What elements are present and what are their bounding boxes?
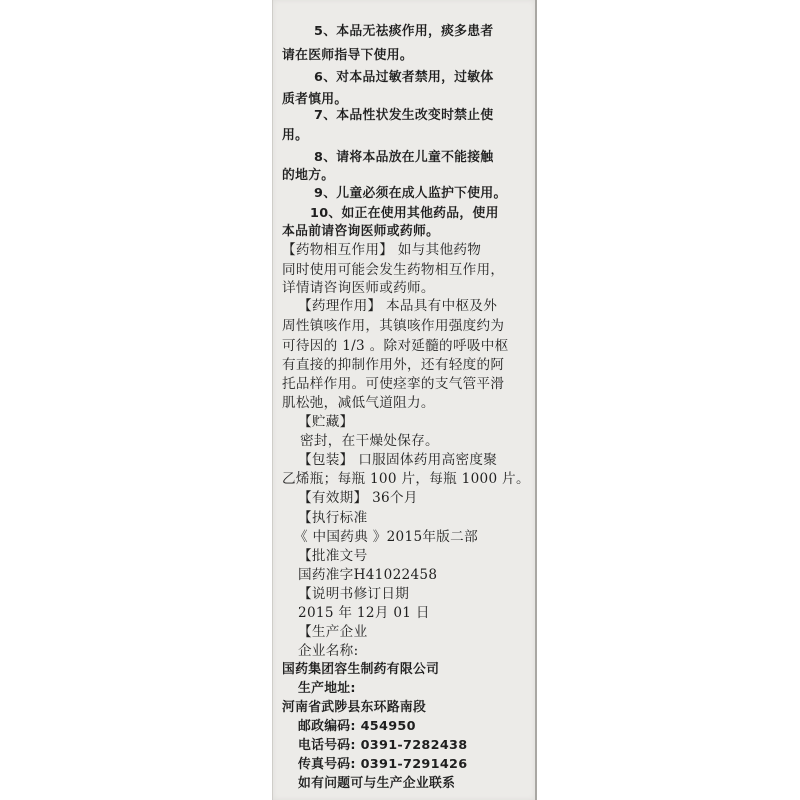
precaution-5-line-1: 5、本品无祛痰作用，痰多患者	[314, 24, 494, 39]
interaction-line-2: 同时使用可能会发生药物相互作用，	[282, 262, 505, 278]
interaction-line-3: 详情请咨询医师或药师。	[282, 280, 435, 296]
company-name-label: 企业名称:	[298, 643, 359, 659]
storage-heading: 【贮藏】	[298, 414, 354, 430]
precaution-6-line-1: 6、对本品过敏者禁用，过敏体	[314, 70, 494, 85]
approval-number: 国药准字H41022458	[298, 567, 438, 583]
phone: 0391-7282438	[360, 738, 468, 753]
validity-heading: 【有效期】	[298, 490, 368, 506]
address: 河南省武陟县东环路南段	[282, 700, 427, 715]
interaction-heading: 【药物相互作用】	[282, 242, 394, 258]
precaution-8-line-2: 的地方。	[282, 168, 335, 183]
postcode-label: 邮政编码:	[298, 719, 356, 734]
storage-text: 密封，在干燥处保存。	[300, 433, 439, 449]
precaution-10-line-1: 10、如正在使用其他药品，使用	[310, 206, 499, 221]
pharmacology-line-3: 可待因的 1/3 。除对延髓的呼吸中枢	[282, 338, 509, 354]
precaution-9: 9、儿童必须在成人监护下使用。	[314, 186, 507, 201]
package-heading: 【包装】	[298, 452, 354, 468]
fax-label: 传真号码:	[298, 757, 356, 772]
validity-text: 36个月	[372, 490, 418, 506]
pharmacology-first-line	[298, 298, 497, 314]
precaution-7-line-1: 7、本品性状发生改变时禁止使	[314, 108, 494, 123]
company-name: 国药集团容生制药有限公司	[282, 662, 440, 677]
manufacturer-heading: 【生产企业	[298, 624, 368, 640]
interaction-text-first: 如与其他药物	[397, 242, 482, 258]
phone-line	[298, 738, 467, 754]
fax: 0391-7291426	[360, 757, 468, 772]
revision-date: 2015 年 12月 01 日	[298, 605, 430, 621]
pharmacology-line-4: 有直接的抑制作用外，还有轻度的阿	[282, 357, 505, 373]
standard-text: 《 中国药典 》2015年版二部	[294, 529, 478, 545]
precaution-8-line-1: 8、请将本品放在儿童不能接触	[314, 150, 494, 165]
package-line-2: 乙烯瓶；每瓶 100 片，每瓶 1000 片。	[282, 471, 530, 487]
fax-line	[298, 757, 467, 773]
revision-heading: 【说明书修订日期	[298, 586, 410, 602]
pharmacology-line-6: 肌松弛，减低气道阻力。	[282, 395, 435, 411]
phone-label: 电话号码:	[298, 738, 356, 753]
pharmacology-heading: 【药理作用】	[298, 298, 382, 314]
contact-footer: 如有问题可与生产企业联系	[298, 776, 456, 791]
package-text-first: 口服固体药用高密度聚	[358, 452, 498, 468]
postcode-line	[298, 719, 416, 735]
precaution-5-line-2: 请在医师指导下使用。	[282, 48, 413, 63]
pharmacology-line-2: 周性镇咳作用，其镇咳作用强度约为	[282, 318, 505, 334]
validity-line	[298, 490, 418, 506]
pharmacology-text-first: 本品具有中枢及外	[386, 298, 498, 314]
precaution-7-line-2: 用。	[282, 128, 309, 143]
precaution-10-line-2: 本品前请咨询医师或药师。	[282, 224, 440, 239]
pharmacology-line-5: 托品样作用。可使痉挛的支气管平滑	[282, 376, 505, 392]
approval-heading: 【批准文号	[298, 548, 368, 564]
precaution-6-line-2: 质者慎用。	[282, 92, 348, 107]
interaction-first-line	[282, 242, 481, 258]
package-first-line	[298, 452, 497, 468]
postcode: 454950	[360, 719, 416, 734]
standard-heading: 【执行标准	[298, 510, 368, 526]
address-label: 生产地址:	[298, 681, 356, 696]
